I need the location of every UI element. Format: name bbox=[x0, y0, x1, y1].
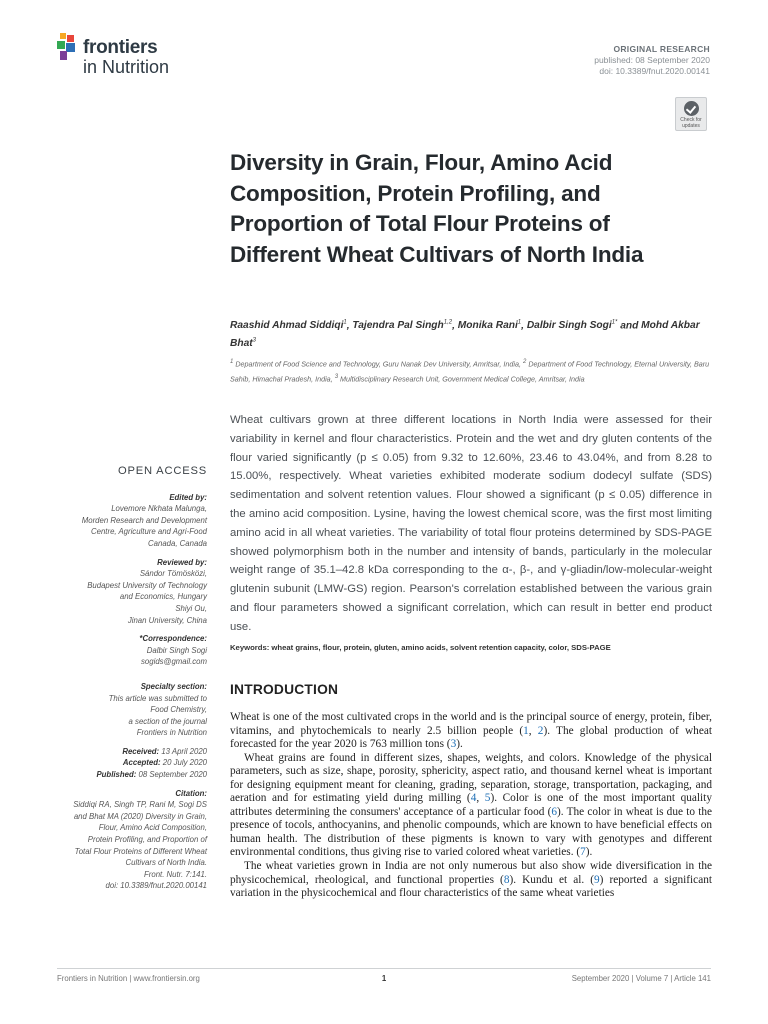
citation-label: Citation: bbox=[175, 788, 207, 798]
doi[interactable]: doi: 10.3389/fnut.2020.00141 bbox=[599, 66, 710, 76]
footer-journal-link[interactable]: Frontiers in Nutrition | www.frontiersin.org bbox=[57, 974, 200, 983]
reference-link[interactable]: 8 bbox=[503, 873, 510, 886]
reference-link[interactable]: 9 bbox=[594, 873, 600, 886]
correspondence-label: *Correspondence: bbox=[139, 634, 207, 644]
article-type: ORIGINAL RESEARCH bbox=[613, 44, 710, 54]
keywords: Keywords: wheat grains, flour, protein, gluten, amino acids, solvent retention capacity, color, SDS-PAGE bbox=[230, 643, 611, 652]
paragraph: Wheat grains are found in different sizes, shapes, weights, and colors. Knowledge of the physical parameters, such as size, shape, porosity, sphericity, aspect ratio, and thousand kernel wheat is important for designing equipment meant for cleaning, grading, separation, storage, transportation, packaging, and aeration and for estimating yield during milling (4, 5). Color is one of the most important quality attributes determining the consumers' acceptance of a particular food (6). The color in wheat is due to the presence of tocols, anthocyanins, and phenolic compounds, which are known to have beneficial effects on human health. The distribution of these pigments is known to vary with genotypes and different environmental conditions, thus giving rise to varied colored wheat varieties. (7). bbox=[230, 751, 712, 859]
reviewer-info: Sándor Tömösközi, Budapest University of Technology and Economics, Hungary Shiyi Ou, Jinan University, China bbox=[87, 569, 207, 625]
page-number: 1 bbox=[381, 974, 387, 983]
affiliations: $^1$ Department of Food Science and Technology, Guru Nanak Dev University, Amritsar, India, $^2$ Department of Food Technology, Eternal University, Baru Sahib, Himachal Pradesh, India, $^3$ Multidisciplinary Research Unit, Government Medical College, Amritsar, India bbox=[230, 359, 710, 384]
reference-link[interactable]: 5 bbox=[484, 792, 491, 805]
author[interactable]: Monika Rani$^1$ bbox=[457, 320, 522, 332]
frontiers-logo-icon bbox=[57, 33, 81, 61]
check-updates-label: Check for updates bbox=[680, 117, 702, 129]
author-list: Raashid Ahmad Siddiqi$^1$, Tajendra Pal Singh$^{1,2}$, Monika Rani$^1$, Dalbir Singh Sogi$^{1*}$ and Mohd Akbar Bhat$^3$ bbox=[230, 320, 700, 349]
author[interactable]: Tajendra Pal Singh$^{1,2}$ bbox=[352, 320, 453, 332]
journal-name: in Nutrition bbox=[83, 57, 170, 77]
citation-info: Siddiqi RA, Singh TP, Rani M, Sogi DS and Bhat MA (2020) Diversity in Grain, Flour, Amino Acid Composition, Protein Profiling, and Proportion of Total Flour Proteins of Different Wheat Cultivars of North India. Front. Nutr. 7:141. doi: 10.3389/fnut.2020.00141 bbox=[73, 800, 207, 891]
reference-link[interactable]: 1 bbox=[523, 724, 529, 737]
reference-link[interactable]: 6 bbox=[551, 805, 557, 818]
check-icon bbox=[684, 101, 699, 116]
reference-link[interactable]: 4 bbox=[470, 792, 477, 805]
reference-link[interactable]: 2 bbox=[537, 724, 544, 737]
reference-link[interactable]: 7 bbox=[580, 846, 586, 859]
published-date: published: 08 September 2020 bbox=[594, 55, 710, 65]
author[interactable]: Mohd Akbar Bhat$^3$ bbox=[230, 320, 700, 349]
correspondence-email[interactable]: sogids@gmail.com bbox=[141, 657, 207, 667]
brand-name: frontiers bbox=[83, 37, 158, 58]
page-footer bbox=[57, 968, 711, 983]
journal-logo[interactable] bbox=[57, 33, 187, 81]
edited-by-label: Edited by: bbox=[169, 492, 207, 502]
check-for-updates-button[interactable] bbox=[675, 97, 707, 131]
article-sidebar bbox=[50, 466, 207, 892]
article-meta bbox=[594, 44, 710, 76]
reviewed-by-label: Reviewed by: bbox=[157, 557, 207, 567]
footer-issue-info: September 2020 | Volume 7 | Article 141 bbox=[571, 974, 711, 983]
specialty-info: This article was submitted to Food Chemistry, a section of the journal Frontiers in Nutrition bbox=[108, 693, 207, 738]
paragraph: Wheat is one of the most cultivated crops in the world and is the principal source of energy, protein, fiber, vitamins, and phytochemicals to nearly 2.5 billion people (1, 2). The global production of wheat forecasted for the year 2020 is 763 million tons (3). bbox=[230, 711, 712, 751]
paragraph: The wheat varieties grown in India are not only numerous but also show wide diversification in the physicochemical, rheological, and functional properties (8). Kundu et al. (9) reported a significant variation in the physicochemical and flour characteristics of the same wheat varieties bbox=[230, 860, 713, 900]
abstract: Wheat cultivars grown at three different locations in North India were assessed for their variability in kernel and flour characteristics. Protein and the wet and dry gluten contents of the flour varied significantly (p ≤ 0.05) from 9.32 to 12.60%, 23.46 to 43.04%, and from 8.28 to 15.00%, respectively. Wheat varieties exhibited moderate sodium dodecyl sulfate (SDS) sedimentation and solvent retention values. Flour showed a significant (p ≤ 0.05) difference in the amino acid composition. Lysine, having the lowest chemical score, was the first most limiting amino acid in all wheat varieties. The variability of total flour proteins determined by SDS-PAGE showed polymorphism both in the number and intensity of bands, particularly in the molecular weight range of 35.1–42.8 kDa corresponding to the α-, β-, and γ-gliadin/low-molecular-weight glutenin subunit (LMW-GS) region. Pearson's correlation established between the various grain and flour parameters showed a significant correlation, which can result in better end product use. bbox=[230, 414, 712, 633]
editor-info: Lovemore Nkhata Malunga, Morden Research and Development Centre, Agriculture and Agri-Food Canada, Canada bbox=[81, 504, 207, 548]
open-access-label: OPEN ACCESS bbox=[117, 465, 207, 477]
dates: Received: 13 April 2020 Accepted: 20 July 2020 Published: 08 September 2020 bbox=[96, 746, 207, 780]
correspondence-info: Dalbir Singh Sogi sogids@gmail.com bbox=[50, 645, 207, 668]
author[interactable]: Dalbir Singh Sogi$^{1*}$ bbox=[526, 320, 618, 332]
article-title: Diversity in Grain, Flour, Amino Acid Composition, Protein Profiling, and Proportion of Total Flour Proteins of Different Wheat Cultivars of North India bbox=[230, 150, 644, 267]
specialty-section-label: Specialty section: bbox=[140, 681, 207, 691]
author[interactable]: Raashid Ahmad Siddiqi$^1$ bbox=[230, 320, 347, 332]
introduction-body bbox=[230, 711, 712, 901]
section-heading-introduction: INTRODUCTION bbox=[230, 682, 339, 697]
reference-link[interactable]: 3 bbox=[450, 738, 457, 751]
